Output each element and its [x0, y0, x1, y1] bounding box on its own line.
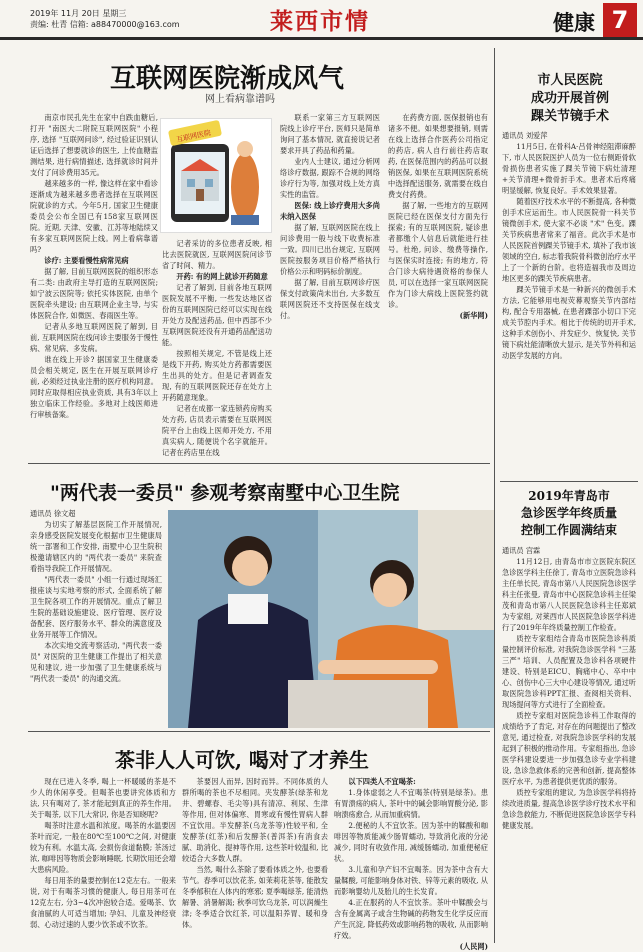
article1-col1	[30, 112, 158, 457]
subheading: 诊疗: 主要看慢性病常见病	[44, 256, 129, 265]
clinic-photo	[168, 510, 494, 728]
sidebar2-body	[502, 545, 636, 937]
section-divider	[28, 731, 490, 732]
masthead	[0, 0, 643, 40]
paragraph: 踝关节镜手术是一种新兴的微创手术方法, 它能够用电视荧幕观察关节内部结构, 配合专用器械, 在患者踝部小切口下完成关节腔内手术。相比于传统的切开手术, 这种手术创伤小、并发症少、恢复快, 关节镜下病灶能清晰放大显示, 是关节外科和运动医学发展的方向。	[502, 285, 636, 360]
title-line: 踝关节镜手术	[530, 109, 609, 124]
issue-date: 2019年 11月 20日 星期三	[30, 9, 127, 18]
title-line: 2019年青岛市	[528, 489, 610, 503]
paragraph: "两代表一委员" 小组一行通过现场汇报座谈与实地考察的形式, 全面系统了解卫生院各项工作的开展情况。重点了解卫生院的基础设施建设、医疗管理、医疗设备配套、医疗服务水平、群众的满意度及业务开展等工作情况。	[30, 575, 162, 639]
article1-title: 互联网医院渐成风气	[110, 64, 345, 94]
article2-body	[30, 508, 162, 726]
paragraph: 记者采访的多位患者反映, 相比去医院就医, 互联网医院问诊节省了时间、精力。	[162, 239, 272, 270]
paragraph: 南京市民孔先生在家中自跌血糖后, 打开 "南医大二附院互联网医院" 小程序, 选择 "互联网问诊", 经过验证识别认证后选择了想要就诊的医生, 上传血糖监测结果, 进行病情描述, 选择就诊时间并支付了问诊费用35元。	[30, 113, 158, 177]
paper-name: 莱西市情	[270, 8, 370, 35]
sidebar1-title	[520, 72, 620, 126]
paragraph: 谁在线上开诊? 据国家卫生健康委员会相关规定, 医生在开展互联网诊疗前, 必须经过执业注册的医疗机构同意。同时应取得相应执业资质, 具有3年以上独立临床工作经验。多地对上线医师进行审核备案。	[30, 355, 158, 419]
paragraph: 据了解, 互联网医院在线上问诊费用一般与线下收费标准一致。四川已出台规定, 互联网医院按服务项目价格严格执行价格公示和明码标价制度。	[280, 223, 380, 276]
sidebar2-title	[500, 488, 638, 539]
paragraph: 记者了解到, 目前各地互联网医院发展不平衡, 一些发达地区省份的互联网医院已经可以实现在线开处方及配送药品, 但中西部不少互联网医院还没有开通药品配送功能。	[162, 283, 272, 347]
paragraph: 现在已进入冬季, 喝上一杯暖暖的茶是不少人的休闲享受。但喝茶也要讲究体质和方法, 只有喝对了, 茶才能起到真正的养生作用。关于喝茶, 以下几大常识, 你是否知晓呢?	[30, 777, 176, 819]
article3-col2	[182, 776, 328, 936]
article3-col3	[334, 776, 488, 951]
byline: 通讯员 徐文超	[30, 509, 76, 518]
paragraph: 1.身体虚弱之人不宜喝茶(特别是绿茶)。患有胃溃疡的病人, 茶叶中的碱会影响胃酸分泌, 影响溃疡愈合, 从而加重病情。	[334, 788, 488, 819]
article2-title: "两代表一委员" 参观考察南墅中心卫生院	[50, 482, 400, 504]
paragraph: 据了解, 一些地方的互联网医院已经在医保支付方面先行探索; 有的互联网医院, 疑诊患者都缴个人信息后就能进行挂号。杜绝, 问诊、缴费等操作, 与医保实时连接; 有的地方, 符合门诊大病待遇资格的参保人员, 可以在选择一家互联网医院作为门诊大病线上医院签约就诊。	[388, 201, 488, 309]
paragraph: 记者从多地互联网医院了解到, 目前, 互联网医院在线问诊主要服务于慢性病、常见病、多发病。	[30, 322, 158, 353]
article1-col3	[280, 112, 488, 457]
article3-title: 茶非人人可饮, 喝对了才养生	[115, 748, 369, 772]
subheading: 医保: 线上诊疗费用大多尚未纳入医保	[280, 201, 380, 221]
paragraph: 按照相关规定, 不管是线上还是线下开药, 购买处方药都需要医生出具的处方。但是记者调查发现, 有的互联网医院还存在处方上开药随意现象。	[162, 349, 272, 402]
title-line: 成功开展首例	[530, 91, 609, 106]
subheading: 开药: 有的网上就诊开药随意	[176, 272, 268, 281]
paragraph: 4.正在服药的人不宜饮茶。茶叶中鞣酸会与含有金属离子或含生物碱的药物发生化学反应而产生沉淀, 降低药效或影响药物的吸收, 从而影响疗效。	[334, 898, 488, 940]
byline: 通讯员 刘爱萍	[502, 131, 548, 140]
paragraph: 在药费方面, 医保报销也有诸多不便。如果想要报销, 则需在线上选择合作医药公司指定的药店, 病人自行前往药店取药, 在医保范围内的药品可以报销医保, 如果在互联网医院系统中选择配送服务, 就需要在线自费支付药费。	[388, 113, 488, 199]
page-number: 7	[603, 3, 637, 37]
subheading: 以下四类人不宜喝茶:	[348, 777, 416, 786]
paragraph: 随着医疗技术水平的不断提高, 各种微创手术应运而生。市人民医院骨一科关节镜微创手术, 使大家不必谈 "术" 色变。踝关节疾病患者常来了福音。此次手术是市人民医院首例踝关节镜手术, 填补了我市该领域的空白, 标志着我院骨科微创治疗水平上了一个新的台阶。也将造福我市及周边地区更多的踝关节疾病患者。	[502, 197, 636, 283]
title-line: 控制工作圆满结束	[520, 523, 617, 537]
paragraph: 越来越多的一样, 像这样在家中看诊逐渐成为越来越多患者选择在互联网医院就诊的方式。今年5月, 国家卫生健康委员会公布全国已有158家互联网医院。近期, 天津、安徽、江苏等地陆续又有多家互联网医院上线。网上看病靠谱吗?	[30, 179, 158, 254]
paragraph: 喝茶时注意水温和浓度。喝茶的水温要因茶叶而定, 一般在80℃至100℃之间, 对健康较为有利。水温太高, 会损伤食道黏膜; 茶汤过浓, 咖啡因等物质会影响睡眠, 长期饮用还会增大患病风险。	[30, 821, 176, 874]
paragraph: 业内人士建议, 通过分析网络诊疗数据, 跟踪不合规的网络诊疗行为等, 加强对线上处方真实性的监管。	[280, 157, 380, 199]
paragraph: 本次实地交流考察活动, "两代表一委员" 对医院的卫生健康工作提出了相关意见和建议, 进一步加强了卫生健康系统与 "两代表一委员" 的沟通交流。	[30, 641, 162, 683]
article3-col1	[30, 776, 176, 936]
paragraph: 据了解, 目前互联网诊疗医保支付政策尚未出台, 大多数互联网医院还不支持医保在线支付。	[280, 278, 380, 320]
paragraph: 11月12日, 由青岛市市立医院东院区急诊医学科主任徐丁, 青岛市立医院急诊科主任单长民, 青岛市第八人民医院急诊医学科主任张曼, 青岛市中心医院急诊科主任梁茂和青岛市第八人民医院急诊科主任郑斌为专家组, 对莱西市人民医院急诊医学科进行了2019年年终质量控制工作检查。	[502, 557, 636, 632]
title-line: 急诊医学年终质量	[520, 506, 617, 520]
paragraph: 质控专家组对医院急诊科工作取得的成绩给予了肯定, 对存在的问题提出了整改意见, 通过检查, 对我院急诊医学科的发展起到了积极的推动作用。专家组指出, 急诊医学科建设要进一步加强急诊专业学科建设, 急诊急救体系的完善和创新, 提高整体医疗水平, 为患者提供更优质的服务。	[502, 711, 636, 786]
title-line: 市人民医院	[537, 73, 603, 88]
paragraph: 2.便秘的人不宜饮茶。因为茶中的鞣酸和咖啡因等物质能减少肠胃蠕动, 导致消化液的分泌减少, 同时有收敛作用, 减缓肠蠕动, 加重便秘症状。	[334, 821, 488, 863]
paragraph: 联系一家第三方互联网医院线上诊疗平台, 医师只是简单询问了基本情况, 就直接说记者要求开具了药品和药量。	[280, 113, 380, 155]
source-credit: (人民网)	[459, 942, 488, 951]
paragraph: 记者在成都一家连锁药房购买处方药, 店员表示需要在互联网医院平台上由线上医师开处方, 不用真实病人, 随便说个名字就能开。记者在药店里在线	[162, 404, 272, 457]
paragraph: 为切实了解基层医院工作开展情况, 亲身感受医院发展变化根据市卫生健康局统一部署和工作安排, 南墅中心卫生院积极邀请辖区内的 "两代表一委员" 来院查看指导我院工作开展情况。	[30, 520, 162, 573]
illustration-label: 互联网医院	[175, 128, 212, 144]
article1-subtitle: 网上看病靠谱吗	[205, 94, 275, 105]
source-credit: (新华网)	[459, 311, 488, 320]
hospital-illustration	[160, 118, 272, 233]
section-divider	[500, 481, 638, 482]
sidebar1-body	[502, 130, 636, 475]
paragraph: 茶要因人而异, 因时而异。不同体质的人群所喝的茶也不尽相同。夹发酵茶(绿茶和龙井、碧螺春、毛尖等)具有清凉、利尿、生津等作用, 但对体偏寒、胃寒或有慢性胃病人群不宜饮用。半发酵茶(乌龙茶等)性较平和, 全发酵茶(红茶)和后发酵茶(普洱茶)有消食去腻、助消化、提神等作用, 这些茶叶较温和, 比较适合大多数人群。	[182, 777, 328, 863]
section-divider	[28, 463, 490, 464]
paragraph: 据了解, 目前互联网医院的组织形态有二类: 由政府主导打造的互联网医院; 如宁波云医院等; 依托实体医院, 由单个医院牵头建设; 由互联网企业主导, 与实体医院合作, 如微医、春雨医生等。	[30, 267, 158, 320]
column-divider	[494, 48, 495, 943]
paragraph: 3.儿童和孕产妇不宜喝茶。因为茶中含有大量鞣酸, 可能影响身体对铁、锌等元素的吸收, 从而影响婴幼儿及胎儿的生长发育。	[334, 865, 488, 896]
editor-line: 责编: 杜青 信箱: a88470000@163.com	[30, 20, 180, 29]
section-name: 健康	[553, 11, 595, 35]
article1-col2	[162, 238, 272, 460]
paragraph: 质控专家组结合青岛市医院急诊科质量控制评价标准, 对我院急诊医学科 "三基三严" 培训、人员配置及急诊科各项硬件建设、特别是EICU、胸痛中心、卒中中心、创伤中心三大中心建设等情况, 通过听取医院急诊科PPT汇报、查阅相关资料、现场提问等方式进行了全面检查。	[502, 634, 636, 709]
paragraph: 当然, 喝什么茶除了要看体质之外, 也要看节气。春季可以饮花茶, 如茉莉花茶等, 能散发冬季郁积在人体内的寒邪; 夏季喝绿茶, 能清热解暑、消暑解渴; 秋季可饮乌龙茶, 可以润燥生津; 冬季适合饮红茶, 可以温阳养胃、暖和身体。	[182, 865, 328, 929]
paragraph: 11月5日, 在骨科A·吕骨神经阻滞麻醉下, 市人民医院医护人员为一位右侧距骨软骨损伤患者实施了踝关节镜下病灶清理+关节清理+微骨折手术。患者术后疼痛明显缓解, 恢复良好。手术效果显著。	[502, 142, 636, 195]
paragraph: 每日用茶的量要控制在12克左右。一般来说, 对于有喝茶习惯的健康人, 每日用茶可在12克左右, 分3~4次冲泡较合适。爱喝茶、饮食油腻的人可适当增加; 孕妇、儿童及神经衰弱、心动过速的人要少饮茶或不饮茶。	[30, 876, 176, 929]
paragraph: 质控专家组的建议, 为急诊医学科将持续改进质量, 提高急诊医学诊疗技术水平和急诊急救能力, 不断促进医院急诊医学专科健康发展。	[502, 788, 636, 830]
byline: 通讯员 宫霖	[502, 546, 541, 555]
